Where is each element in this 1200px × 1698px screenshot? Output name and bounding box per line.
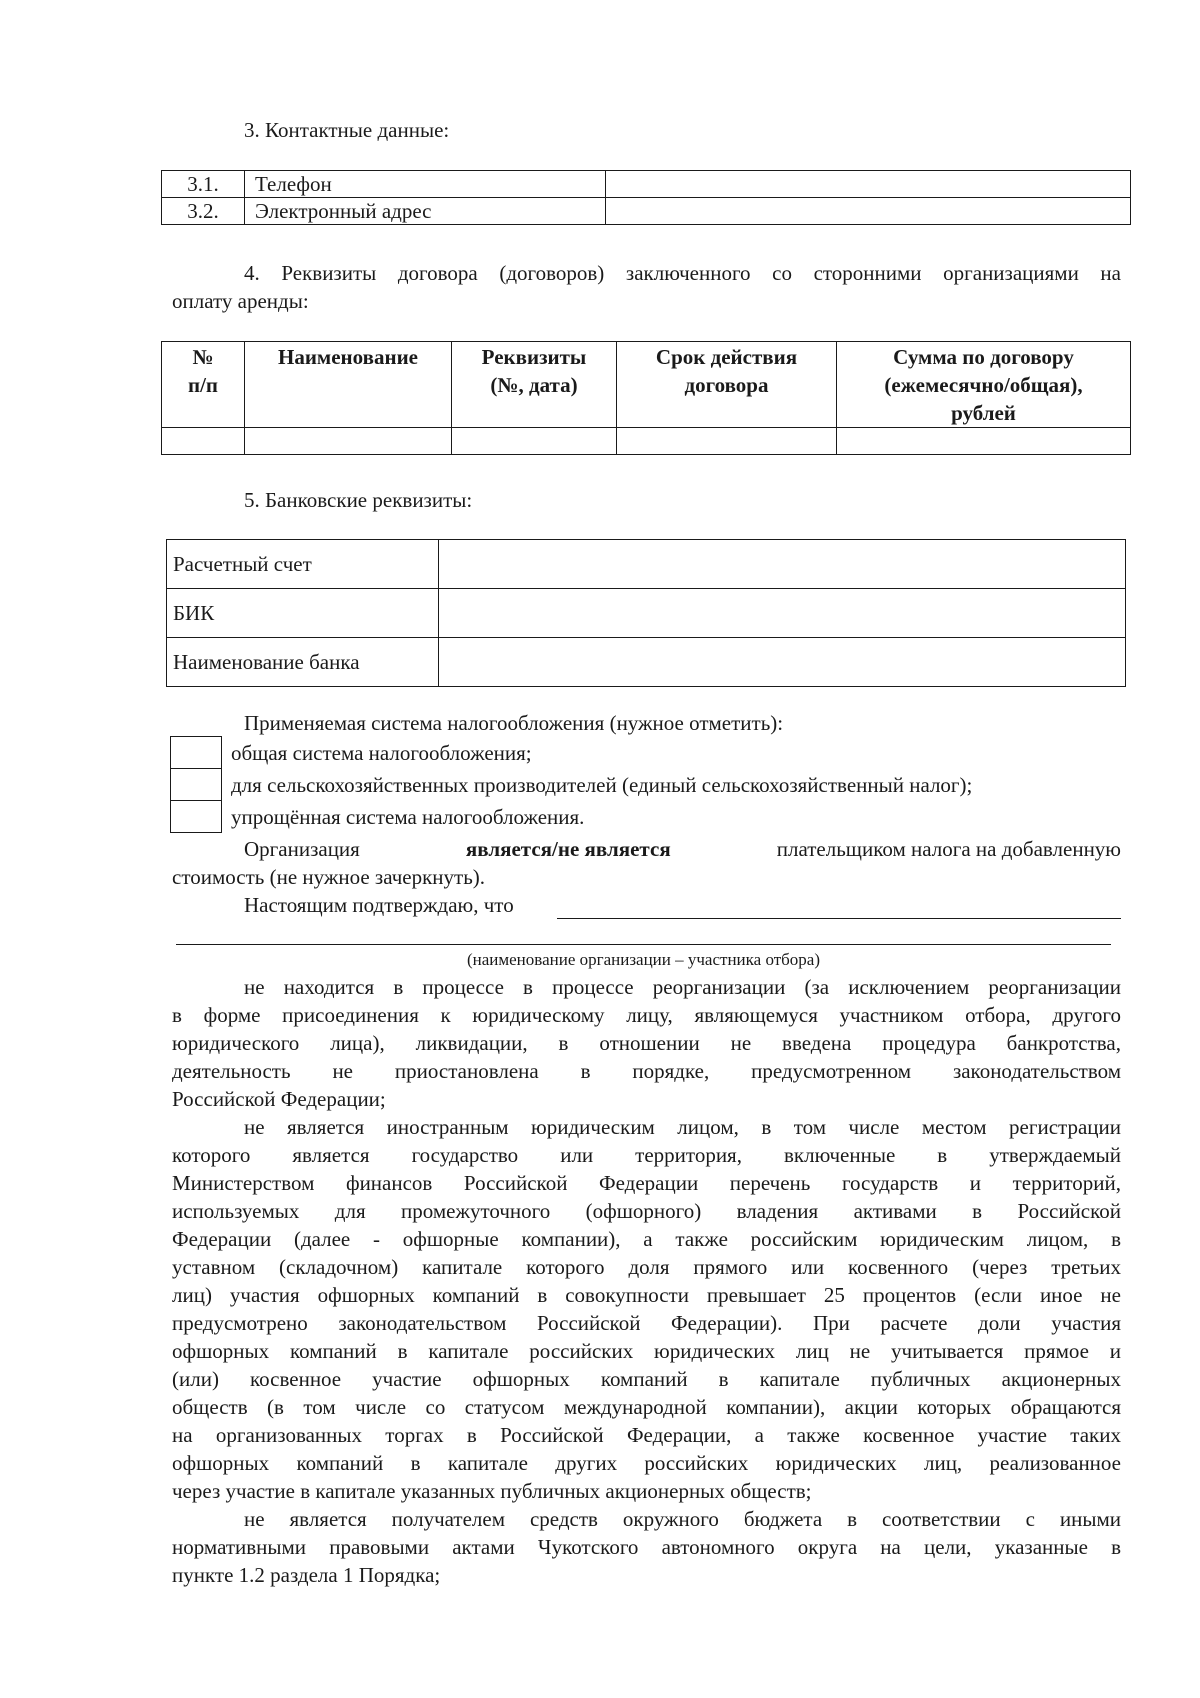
paragraph-line: лиц) участия офшорных компаний в совокупности превышает 25 процентов (если иное не (172, 1283, 1121, 1307)
organization-name-line[interactable] (557, 918, 1121, 919)
paragraph-line: юридического лица), ликвидации, в отношении не введена процедура банкротства, (172, 1031, 1121, 1055)
table-row (167, 589, 1126, 638)
header-line: Наименование (278, 345, 418, 369)
paragraph-line: Российской Федерации; (172, 1087, 386, 1111)
table-row (167, 638, 1126, 687)
tax-option-checkbox[interactable] (170, 736, 222, 769)
confirm-lead: Настоящим подтверждаю, что (244, 893, 514, 917)
column-header-amount (837, 342, 1131, 428)
bank-value-cell[interactable] (439, 638, 1126, 687)
header-line: договора (684, 373, 769, 397)
contacts-value-cell[interactable] (606, 171, 1131, 198)
header-line: Сумма по договору (893, 345, 1074, 369)
vat-text: плательщиком налога на добавленную (776, 837, 1121, 861)
contacts-table (161, 170, 1131, 225)
paragraph-line: не является получателем средств окружного бюджета в соответствии с иными (244, 1507, 1121, 1531)
tax-option-label: общая система налогообложения; (231, 741, 532, 765)
contacts-value-cell[interactable] (606, 198, 1131, 225)
vat-choice[interactable]: является/не является (465, 837, 671, 861)
paragraph-line: (или) косвенное участие офшорных компаний в капитале публичных акционерных (172, 1367, 1121, 1391)
bank-label-cell: Наименование банка (167, 638, 439, 687)
empty-cell[interactable] (617, 428, 837, 455)
column-header-name (245, 342, 452, 428)
paragraph-line: нормативными правовыми актами Чукотского автономного округа на цели, указанные в (172, 1535, 1121, 1559)
paragraph-line: офшорных компаний в капитале других российских юридических лиц, реализованное (172, 1451, 1121, 1475)
organization-caption: (наименование организации – участника отбора) (466, 950, 821, 969)
contacts-num-cell: 3.1. (162, 171, 245, 198)
bank-value-cell[interactable] (439, 589, 1126, 638)
table-row (162, 171, 1131, 198)
header-line: Срок действия (655, 345, 798, 369)
paragraph-line: уставном (складочном) капитале которого доля прямого или косвенного (через третьих (172, 1255, 1121, 1279)
contacts-num-cell: 3.2. (162, 198, 245, 225)
bank-label-cell: Расчетный счет (167, 540, 439, 589)
bank-value-cell[interactable] (439, 540, 1126, 589)
header-line: (ежемесячно/общая), (884, 373, 1083, 397)
empty-cell[interactable] (452, 428, 617, 455)
header-line: № (192, 345, 214, 369)
contacts-label-cell: Электронный адрес (245, 198, 606, 225)
tax-option-label: для сельскохозяйственных производителей (единый сельскохозяйственный налог); (231, 773, 973, 797)
tax-option-label: упрощённая система налогообложения. (231, 805, 585, 829)
paragraph-line: в форме присоединения к юридическому лицу, являющемуся участником отбора, другого (172, 1003, 1121, 1027)
paragraph-line: деятельность не приостановлена в порядке, предусмотренном законодательством (172, 1059, 1121, 1083)
vat-line (244, 836, 1121, 862)
bank-label-cell: БИК (167, 589, 439, 638)
column-header-term (617, 342, 837, 428)
paragraph-line: предусмотрено законодательством Российской Федерации). При расчете доли участия (172, 1311, 1121, 1335)
contracts-table (161, 341, 1131, 455)
tax-option-checkbox[interactable] (170, 768, 222, 801)
header-line: п/п (187, 373, 219, 397)
vat-text: Организация (244, 837, 360, 861)
table-row (162, 428, 1131, 455)
contacts-label-cell: Телефон (245, 171, 606, 198)
paragraph-line: обществ (в том числе со статусом международной компании), акции которых обращаются (172, 1395, 1121, 1419)
tax-heading: Применяемая система налогообложения (нужное отметить): (244, 711, 784, 735)
empty-cell[interactable] (162, 428, 245, 455)
paragraph-line: Министерством финансов Российской Федерации перечень государств и территорий, (172, 1171, 1121, 1195)
header-line: рублей (951, 401, 1016, 425)
bank-heading: 5. Банковские реквизиты: (244, 488, 473, 512)
paragraph-line: не является иностранным юридическим лицом, в том числе местом регистрации (244, 1115, 1121, 1139)
column-header-number (162, 342, 245, 428)
table-row (167, 540, 1126, 589)
paragraph-line: Федерации (далее - офшорные компании), а также российским юридическим лицом, в (172, 1227, 1121, 1251)
contracts-heading-line1: 4. Реквизиты договора (договоров) заключенного со сторонними организациями на (244, 261, 1121, 285)
table-row (162, 198, 1131, 225)
organization-name-line[interactable] (176, 944, 1111, 945)
contracts-heading-line2: оплату аренды: (172, 289, 309, 313)
paragraph-line: которого является государство или территория, включенные в утверждаемый (172, 1143, 1121, 1167)
empty-cell[interactable] (837, 428, 1131, 455)
paragraph-line: офшорных компаний в капитале российских юридических лиц не учитывается прямое и (172, 1339, 1121, 1363)
table-row (162, 342, 1131, 428)
vat-line2: стоимость (не нужное зачеркнуть). (172, 865, 486, 889)
tax-option-checkbox[interactable] (170, 800, 222, 833)
contacts-heading: 3. Контактные данные: (244, 118, 450, 142)
paragraph-line: используемых для промежуточного (офшорного) владения активами в Российской (172, 1199, 1121, 1223)
header-line: Реквизиты (481, 345, 587, 369)
paragraph-line: на организованных торгах в Российской Федерации, а также косвенное участие таких (172, 1423, 1121, 1447)
paragraph-line: через участие в капитале указанных публичных акционерных обществ; (172, 1479, 812, 1503)
header-line: (№, дата) (490, 373, 578, 397)
paragraph-line: не находится в процессе в процессе реорганизации (за исключением реорганизации (244, 975, 1121, 999)
paragraph-line: пункте 1.2 раздела 1 Порядка; (172, 1563, 441, 1587)
bank-table (166, 539, 1126, 687)
empty-cell[interactable] (245, 428, 452, 455)
column-header-requisites (452, 342, 617, 428)
